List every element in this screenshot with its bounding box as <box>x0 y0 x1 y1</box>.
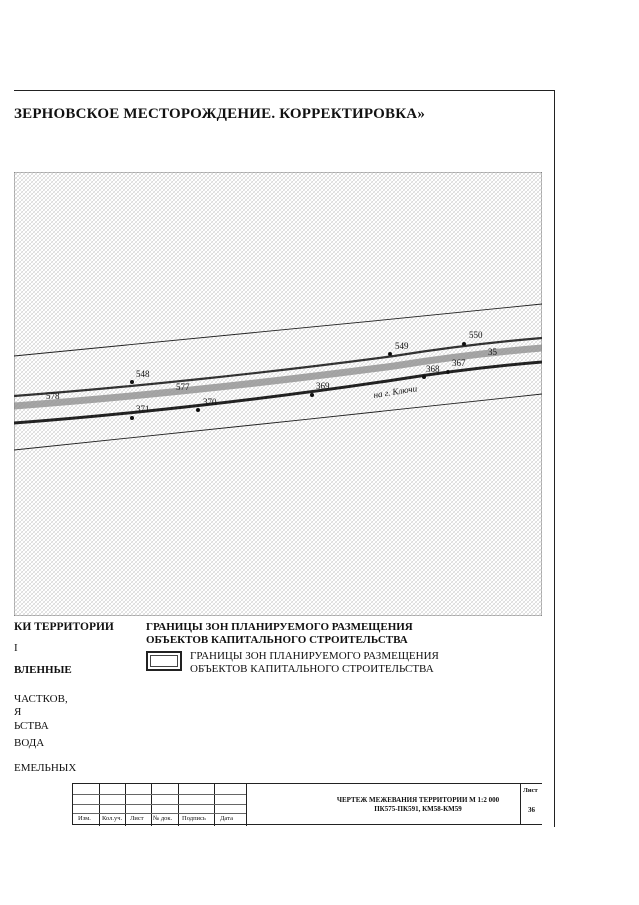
boundary-point-548 <box>130 380 134 384</box>
terrain-hatch <box>14 172 542 616</box>
stamp-col-data: Дата <box>220 815 233 822</box>
legend-item-line: ОБЪЕКТОВ КАПИТАЛЬНОГО СТРОИТЕЛЬСТВА <box>190 663 434 675</box>
point-label-549: 549 <box>395 341 409 351</box>
point-label-370: 370 <box>203 397 217 407</box>
point-label-371: 371 <box>136 404 150 414</box>
legend-heading-line: ГРАНИЦЫ ЗОН ПЛАНИРУЕМОГО РАЗМЕЩЕНИЯ <box>146 621 413 633</box>
stamp-drawing-title <box>293 796 543 814</box>
stamp-col-list: Лист <box>130 815 144 822</box>
stamp-title-line: ЧЕРТЕЖ МЕЖЕВАНИЯ ТЕРРИТОРИИ М 1:2 000 <box>336 796 500 804</box>
title-block <box>72 783 542 825</box>
legend-left-line: КИ ТЕРРИТОРИИ <box>14 621 114 633</box>
drawing-title: ЗЕРНОВСКОЕ МЕСТОРОЖДЕНИЕ. КОРРЕКТИРОВКА» <box>14 106 426 122</box>
legend-left-line: ЬСТВА <box>14 720 49 732</box>
stamp-col-kol: Кол.уч. <box>102 815 123 822</box>
stamp-col-podpis: Подпись <box>182 815 206 822</box>
boundary-point-368 <box>422 375 426 379</box>
stamp-title-line: ПК575-ПК591, КМ58-КМ59 <box>374 805 462 813</box>
legend-heading <box>146 621 413 647</box>
legend-left-line: ЕМЕЛЬНЫХ <box>14 762 77 774</box>
legend-item-zone-boundary <box>190 650 439 676</box>
legend-swatch-zone-boundary <box>146 651 182 671</box>
legend-heading-line: ОБЪЕКТОВ КАПИТАЛЬНОГО СТРОИТЕЛЬСТВА <box>146 634 408 646</box>
legend-left-line: І <box>14 642 18 654</box>
picket-label-35: 35 <box>488 347 497 357</box>
boundary-point-367 <box>446 370 450 374</box>
legend-left-line: ЧАСТКОВ, <box>14 693 68 705</box>
point-label-548: 548 <box>136 369 150 379</box>
picket-label-577: 577 <box>176 382 190 392</box>
map-drawing <box>14 172 542 616</box>
boundary-point-370 <box>196 408 200 412</box>
stamp-col-ndok: № док. <box>153 815 173 822</box>
legend-left-line: ВЛЕННЫЕ <box>14 664 72 676</box>
legend-left-line: ВОДА <box>14 737 45 749</box>
legend-left-line: Я <box>14 706 22 718</box>
map-svg <box>14 172 542 616</box>
point-label-550: 550 <box>469 330 483 340</box>
boundary-point-549 <box>388 352 392 356</box>
boundary-point-550 <box>462 342 466 346</box>
sheet-number: 36 <box>528 806 535 814</box>
sheet-label: Лист <box>523 787 538 794</box>
picket-label-578: 578 <box>46 391 60 401</box>
point-label-368: 368 <box>426 364 440 374</box>
point-label-367: 367 <box>452 358 466 368</box>
legend-item-line: ГРАНИЦЫ ЗОН ПЛАНИРУЕМОГО РАЗМЕЩЕНИЯ <box>190 650 439 662</box>
boundary-point-371 <box>130 416 134 420</box>
boundary-point-369 <box>310 393 314 397</box>
point-label-369: 369 <box>316 381 330 391</box>
stamp-col-izm: Изм. <box>78 815 91 822</box>
direction-label: на г. Ключи <box>372 383 418 400</box>
